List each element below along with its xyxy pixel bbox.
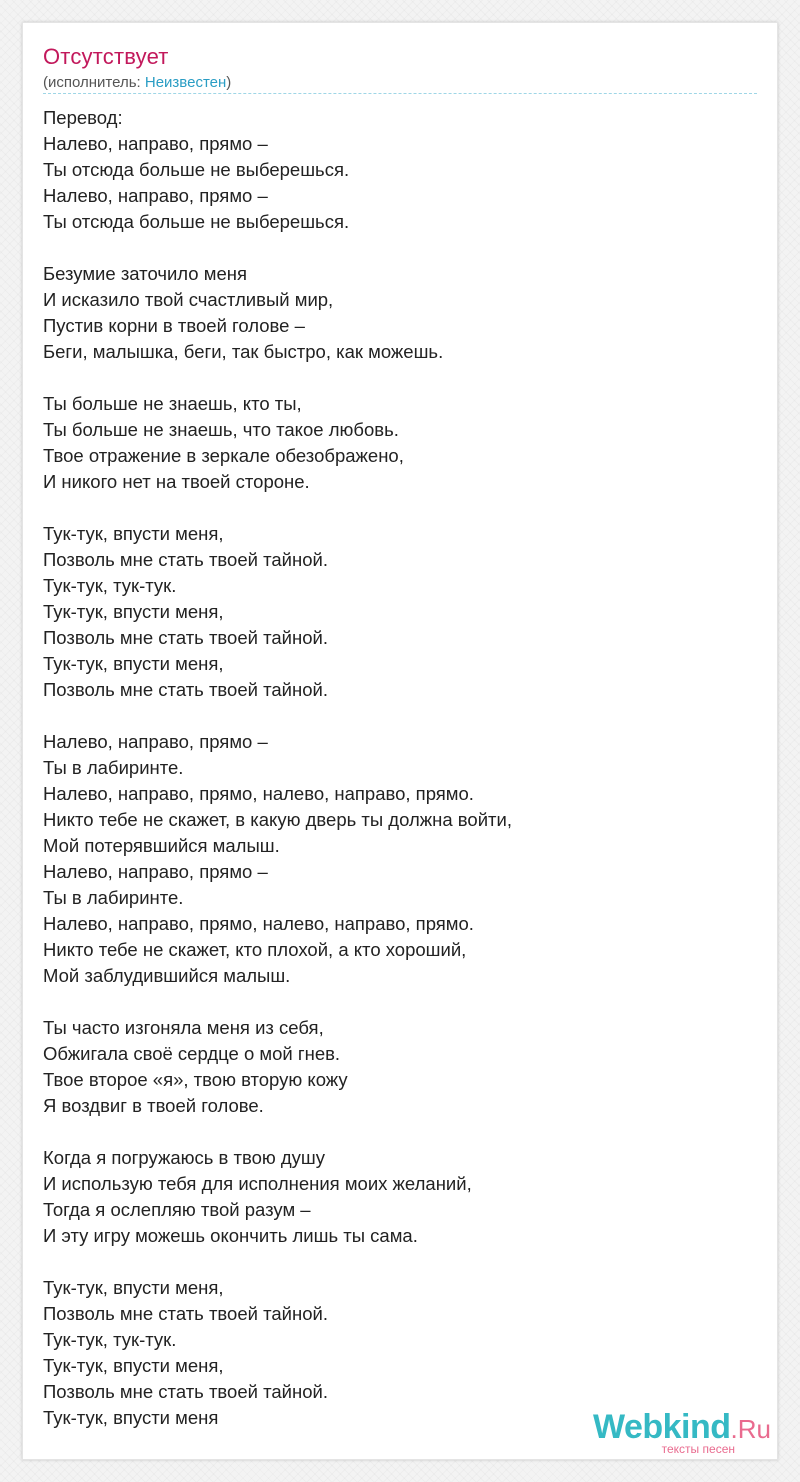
- lyric-line: Ты в лабиринте.: [43, 757, 184, 778]
- lyric-line: Налево, направо, прямо –: [43, 185, 268, 206]
- lyric-line: Пустив корни в твоей голове –: [43, 315, 305, 336]
- lyric-line: Твое второе «я», твою вторую кожу: [43, 1069, 348, 1090]
- artist-line: [43, 73, 231, 93]
- lyric-line: Налево, направо, прямо –: [43, 731, 268, 752]
- lyric-line: Налево, направо, прямо, налево, направо, прямо.: [43, 913, 474, 934]
- lyric-line: Ты больше не знаешь, кто ты,: [43, 393, 302, 414]
- lyric-line: Ты в лабиринте.: [43, 887, 184, 908]
- artist-suffix: ): [226, 74, 232, 91]
- lyric-line: Позволь мне стать твоей тайной.: [43, 1381, 328, 1402]
- stanza-break: [43, 703, 759, 729]
- lyric-line: Позволь мне стать твоей тайной.: [43, 679, 328, 700]
- lyric-line: Ты часто изгоняла меня из себя,: [43, 1017, 324, 1038]
- artist-link[interactable]: Неизвестен: [144, 74, 227, 91]
- lyric-line: Налево, направо, прямо –: [43, 133, 268, 154]
- lyric-line: И использую тебя для исполнения моих желаний,: [43, 1173, 472, 1194]
- stanza-break: [43, 495, 759, 521]
- lyric-line: Тук-тук, тук-тук.: [43, 1329, 177, 1350]
- lyric-line: Тук-тук, впусти меня,: [43, 601, 224, 622]
- lyric-line: Мой заблудившийся малыш.: [43, 965, 291, 986]
- lyric-line: Обжигала своё сердце о мой гнев.: [43, 1043, 341, 1064]
- artist-prefix: (исполнитель:: [43, 74, 145, 91]
- lyric-line: Ты больше не знаешь, что такое любовь.: [43, 419, 399, 440]
- song-title: Отсутствует: [43, 44, 169, 69]
- lyric-line: Никто тебе не скажет, кто плохой, а кто хороший,: [43, 939, 467, 960]
- lyric-line: Налево, направо, прямо –: [43, 861, 268, 882]
- lyric-line: Позволь мне стать твоей тайной.: [43, 1303, 328, 1324]
- lyric-line: Беги, малышка, беги, так быстро, как можешь.: [43, 341, 444, 362]
- logo-main-text: Webkind: [592, 1408, 731, 1446]
- lyric-line: Ты отсюда больше не выберешься.: [43, 211, 350, 232]
- lyric-line: Налево, направо, прямо, налево, направо, прямо.: [43, 783, 474, 804]
- divider: [43, 93, 757, 94]
- stanza-break: [43, 365, 759, 391]
- lyric-line: Перевод:: [43, 107, 123, 128]
- lyrics-card: [22, 22, 778, 1460]
- logo-suffix: .Ru: [730, 1414, 771, 1444]
- stanza-break: [43, 1249, 759, 1275]
- logo-tagline: тексты песен: [661, 1442, 735, 1456]
- lyric-line: Когда я погружаюсь в твою душу: [43, 1147, 326, 1168]
- lyric-line: Безумие заточило меня: [43, 263, 247, 284]
- lyric-line: И никого нет на твоей стороне.: [43, 471, 310, 492]
- lyric-line: И эту игру можешь окончить лишь ты сама.: [43, 1225, 418, 1246]
- lyric-line: Твое отражение в зеркале обезображено,: [43, 445, 404, 466]
- lyric-line: Тук-тук, впусти меня: [43, 1407, 219, 1428]
- stanza-break: [43, 235, 759, 261]
- site-logo[interactable]: [571, 1409, 771, 1455]
- lyric-line: Мой потерявшийся малыш.: [43, 835, 280, 856]
- lyric-line: Тук-тук, впусти меня,: [43, 523, 224, 544]
- lyric-line: Никто тебе не скажет, в какую дверь ты должна войти,: [43, 809, 512, 830]
- stanza-break: [43, 1119, 759, 1145]
- lyric-line: Тук-тук, впусти меня,: [43, 653, 224, 674]
- stanza-break: [43, 989, 759, 1015]
- lyric-line: Тук-тук, тук-тук.: [43, 575, 177, 596]
- lyric-line: Ты отсюда больше не выберешься.: [43, 159, 350, 180]
- lyric-line: Тук-тук, впусти меня,: [43, 1277, 224, 1298]
- lyric-line: Тук-тук, впусти меня,: [43, 1355, 224, 1376]
- lyric-line: Позволь мне стать твоей тайной.: [43, 627, 328, 648]
- lyrics-text: [43, 105, 759, 1431]
- lyric-line: Тогда я ослепляю твой разум –: [43, 1199, 311, 1220]
- lyric-line: Я воздвиг в твоей голове.: [43, 1095, 264, 1116]
- lyric-line: И исказило твой счастливый мир,: [43, 289, 334, 310]
- lyric-line: Позволь мне стать твоей тайной.: [43, 549, 328, 570]
